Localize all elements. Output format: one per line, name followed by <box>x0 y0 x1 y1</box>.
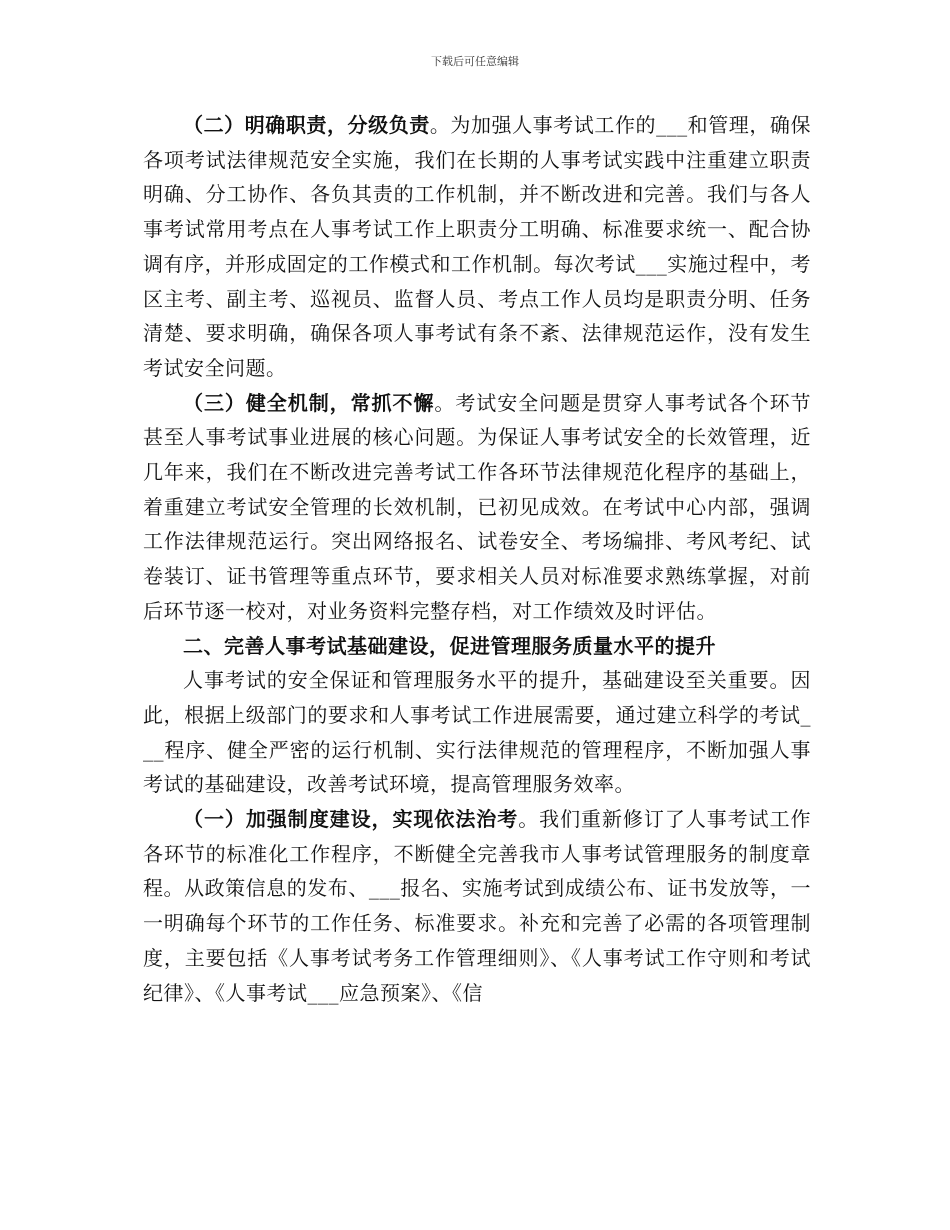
paragraph-infrastructure <box>143 663 811 802</box>
paragraph-text: 人事考试的安全保证和管理服务水平的提升，基础建设至关重要。因此，根据上级部门的要求和人事考试工作进展需要，通过建立科学的考试___程序、健全严密的运行机制、实行法律规范的管理程序，不断加强人事考试的基础建设，改善考试环境，提高管理服务效率。 <box>143 668 811 797</box>
paragraph-text: 。考试安全问题是贯穿人事考试各个环节甚至人事考试事业进展的核心问题。为保证人事考试安全的长效管理，近几年来，我们在不断改进完善考试工作各环节法律规范化程序的基础上，着重建立考试安全管理的长效机制，已初见成效。在考试中心内部，强调工作法律规范运行。突出网络报名、试卷安全、考场编排、考风考纪、试卷装订、证书管理等重点环节，要求相关人员对标准要求熟练掌握，对前后环节逐一校对，对业务资料完整存档，对工作绩效及时评估。 <box>143 390 812 623</box>
paragraph-text: 。为加强人事考试工作的___和管理，确保各项考试法律规范安全实施，我们在长期的人事考试实践中注重建立职责明确、分工协作、各负其责的工作机制，并不断改进和完善。我们与各人事考试常用考点在人事考试工作上职责分工明确、标准要求统一、配合协调有序，并形成固定的工作模式和工作机制。每次考试___实施过程中，考区主考、副主考、巡视员、监督人员、考点工作人员均是职责分明、任务清楚、要求明确，确保各项人事考试有条不紊、法律规范运作，没有发生考试安全问题。 <box>143 113 812 380</box>
paragraph-lead: （三）健全机制，常抓不懈 <box>183 390 435 415</box>
paragraph-lead: （二）明确职责，分级负责 <box>183 113 430 137</box>
paragraph-mechanism <box>143 386 811 629</box>
paragraph-regulations <box>143 802 811 1010</box>
paragraph-lead: （一）加强制度建设，实现依法治考 <box>183 807 519 832</box>
section-heading: 二、完善人事考试基础建设，促进管理服务质量水平的提升 <box>183 633 716 658</box>
paragraph-text: 。我们重新修订了人事考试工作各环节的标准化工作程序，不断健全完善我市人事考试管理服务的制度章程。从政策信息的发布、___报名、实施考试到成绩公布、证书发放等，一一明确每个环节的工作任务、标准要求。补充和完善了必需的各项管理制度，主要包括《人事考试考务工作管理细则》、《人事考试工作守则和考试纪律》、《人事考试___应急预案》、《信 <box>143 807 812 1005</box>
page-header-note: 下载后可任意编辑 <box>431 55 519 68</box>
document-body <box>143 108 811 1010</box>
paragraph-duties <box>143 108 811 386</box>
